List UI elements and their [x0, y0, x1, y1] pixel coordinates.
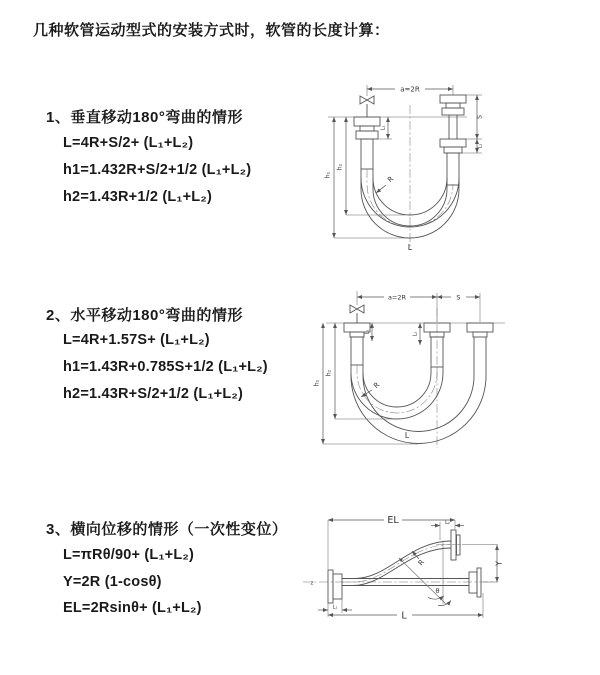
valve-icon	[360, 96, 374, 104]
dim-label-l1: L₁	[364, 329, 371, 335]
dim-label-l2: L₂	[445, 520, 450, 526]
section-2-formula-h2: h2=1.43R+S/2+1/2 (L₁+L₂)	[63, 386, 244, 402]
diagram-lateral-displacement	[298, 498, 600, 660]
diagram-horizontal-move-180-bend	[310, 278, 600, 468]
dim-label-l1: L₁	[380, 125, 387, 131]
diagram-vertical-move-180-bend	[310, 72, 600, 262]
dim-label-el: EL	[387, 515, 399, 526]
dim-label-theta: θ	[435, 587, 440, 595]
section-1-formula-h1: h1=1.432R+S/2+1/2 (L₁+L₂)	[63, 162, 252, 178]
dim-label-h2: h₂	[336, 163, 344, 171]
dim-label-r: R	[372, 380, 382, 391]
dim-label-l: L	[404, 431, 410, 440]
section-2-heading: 2、水平移动180°弯曲的情形	[46, 307, 243, 324]
section-1-heading: 1、垂直移动180°弯曲的情形	[46, 109, 243, 126]
dim-label-s: S	[476, 115, 484, 119]
dim-label-y: Y	[494, 561, 504, 566]
centerline-mark: z	[310, 580, 314, 587]
dim-label-s: S	[456, 293, 461, 302]
dim-label-h1: h₁	[324, 171, 332, 179]
section-1-formula-h2: h2=1.43R+1/2 (L₁+L₂)	[63, 189, 213, 205]
dim-label-l: L	[407, 243, 413, 252]
dim-label-r: R	[386, 174, 396, 185]
section-1-formula-L: L=4R+S/2+ (L₁+L₂)	[63, 135, 194, 151]
dim-label-l: L	[401, 610, 407, 622]
page-title: 几种软管运动型式的安装方式时，软管的长度计算：	[33, 22, 390, 39]
dim-label-l2: L₂	[477, 143, 484, 149]
dim-label-l1: L₁	[332, 604, 338, 611]
braided-hose-section	[447, 153, 459, 185]
section-2-formula-h1: h1=1.43R+0.785S+1/2 (L₁+L₂)	[63, 359, 268, 375]
dim-label-h2: h₂	[325, 369, 333, 377]
section-3-formula-EL: EL=2Rsinθ+ (L₁+L₂)	[63, 600, 202, 616]
dim-label-span: a=2R	[400, 85, 420, 94]
dim-label-h1: h₁	[313, 379, 321, 387]
braided-hose-section	[361, 139, 373, 169]
section-3-heading: 3、横向位移的情形（一次性变位）	[46, 521, 288, 538]
section-3-formula-Y: Y=2R (1-cosθ)	[63, 574, 162, 590]
braided-hose-section	[351, 337, 363, 365]
dim-label-r: R	[416, 558, 427, 568]
section-2-formula-L: L=4R+1.57S+ (L₁+L₂)	[63, 332, 210, 348]
valve-icon	[350, 305, 364, 313]
dim-label-l2: L₂	[412, 331, 419, 337]
section-3-formula-L: L=πRθ/90+ (L₁+L₂)	[63, 547, 195, 563]
dim-label-span: a=2R	[387, 293, 407, 302]
